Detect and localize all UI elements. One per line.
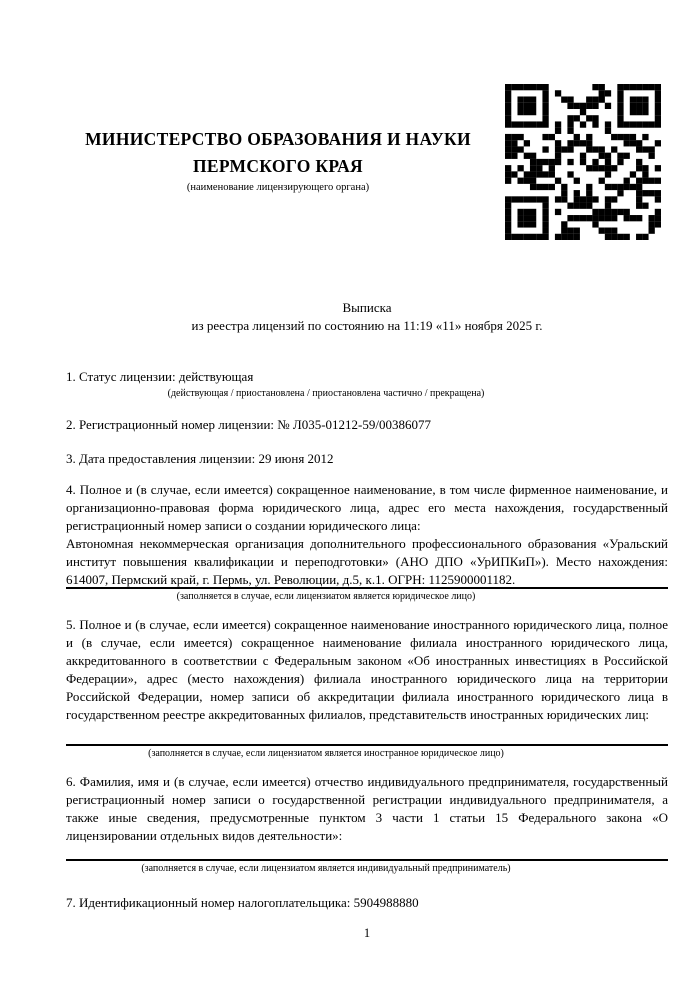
license-status-note: (действующая / приостановлена / приостановлена частично / прекращена) [167,388,485,399]
org-name-line1: МИНИСТЕРСТВО ОБРАЗОВАНИЯ И НАУКИ [85,129,471,149]
legal-entity-value: Автономная некоммерческая организация дополнительного профессионального образования «Уральский институт повышения квалификации и переподготовки» (АНО ДПО «УрИПКиП»). Место нахождения: 614007, Пермский край, г. Пермь, ул. Революции, д.5, к.1. ОГРН: 1125900001182. [66,536,668,587]
fill-in-rule [66,744,668,746]
entrepreneur-note: (заполняется в случае, если лицензиатом является индивидуальный предприниматель) [141,863,511,874]
fill-in-rule [66,859,668,861]
item-foreign-entity [66,616,668,761]
item-legal-entity [66,481,668,604]
foreign-entity-note: (заполняется в случае, если лицензиатом является иностранное юридическое лицо) [148,748,504,759]
document-title-line1: Выписка [342,300,392,315]
item-taxpayer-id [66,894,668,912]
legal-entity-label: 4. Полное и (в случае, если имеется) сокращенное наименование, в том числе фирменное наименование, и организационно-правовая форма юридического лица, адрес его места нахождения, государственный регистрационный номер записи о создании юридического лица: [66,482,668,533]
entrepreneur-label: 6. Фамилия, имя и (в случае, если имеется) отчество индивидуального предпринимателя, государственный регистрационный номер записи о государственной регистрации индивидуального предпринимателя, а также иные сведения, предусмотренные пунктом 3 части 1 статьи 15 Федерального закона «О лицензировании отдельных видов деятельности»: [66,774,668,843]
legal-entity-note: (заполняется в случае, если лицензиатом является юридическое лицо) [176,591,476,602]
item-entrepreneur [66,773,668,876]
item-license-status [66,368,668,401]
qr-code-icon [505,84,661,240]
org-name-note: (наименование лицензирующего органа) [186,182,370,193]
registration-number-text: 2. Регистрационный номер лицензии: № Л035-01212-59/00386077 [66,417,432,432]
taxpayer-id-text: 7. Идентификационный номер налогоплательщика: 5904988880 [66,895,419,910]
item-registration-number [66,416,668,434]
page-number: 1 [363,926,371,940]
document-title-line2: из реестра лицензий по состоянию на 11:19 «11» ноября 2025 г. [191,318,543,333]
grant-date-text: 3. Дата предоставления лицензии: 29 июня 2012 [66,451,334,466]
license-status-text: 1. Статус лицензии: действующая [66,369,254,384]
licensing-authority-header [66,126,490,196]
document-title [66,299,668,335]
org-name-line2: ПЕРМСКОГО КРАЯ [193,156,363,176]
foreign-entity-label: 5. Полное и (в случае, если имеется) сокращенное наименование иностранного юридического лица, полное и (в случае, если имеется) сокращенное наименование филиала иностранного юридического лица, аккредитованного в соответствии с Федеральным законом «Об иностранных инвестициях в Российской Федерации», адрес (место нахождения) филиала иностранного юридического лица на территории Российской Федерации, номер записи об аккредитации филиала иностранного юридического лица в государственном реестре аккредитованных филиалов, представительств иностранных юридических лиц: [66,617,668,722]
item-grant-date [66,450,668,468]
